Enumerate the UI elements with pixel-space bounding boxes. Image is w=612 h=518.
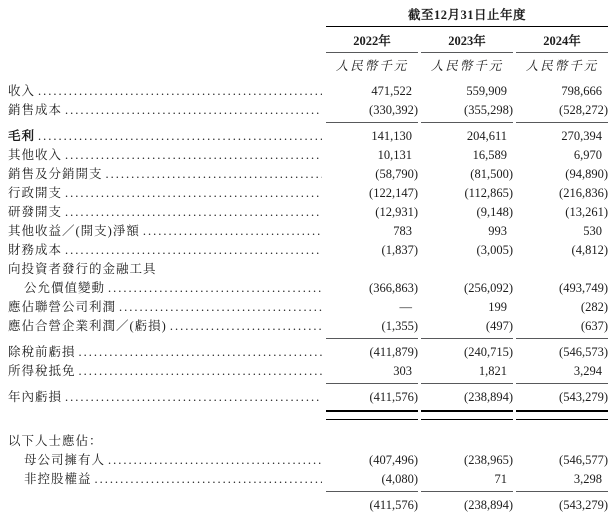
table-row (0, 343, 612, 362)
value: (528,272) (559, 103, 608, 117)
value: (216,836) (559, 186, 608, 200)
unit-label: 人民幣千元 (525, 59, 599, 73)
row-label-cell (8, 184, 323, 203)
value: (411,879) (369, 345, 418, 359)
value: (543,279) (559, 390, 608, 404)
value: (94,890) (565, 167, 608, 181)
row-label-cell (8, 432, 323, 451)
value: 783 (393, 224, 412, 238)
row-label-cell (8, 279, 323, 298)
dot-leader (170, 317, 322, 336)
value: 471,522 (371, 84, 412, 98)
value: (497) (485, 319, 513, 333)
value: (330,392) (369, 103, 418, 117)
dot-leader (143, 222, 322, 241)
value-cell-2023年 (421, 362, 513, 381)
row-label: 其他收益／(開支)淨額 (8, 224, 140, 238)
value-cell-2023年 (421, 343, 513, 362)
value-cell-2024年 (516, 82, 608, 101)
table-row (0, 101, 612, 120)
value: (9,148) (476, 205, 513, 219)
dot-leader (108, 451, 322, 470)
dot-leader (38, 127, 322, 146)
value: 559,909 (466, 84, 507, 98)
table-row (0, 470, 612, 489)
value: (112,865) (464, 186, 513, 200)
value-cell-2022年 (326, 127, 418, 146)
rule-row (0, 120, 612, 127)
row-label: 應佔聯營公司利潤 (8, 300, 117, 314)
value: (240,715) (464, 345, 513, 359)
row-label: 研發開支 (8, 205, 63, 219)
value: (407,496) (369, 453, 418, 467)
row-label-cell (8, 298, 323, 317)
table-row (0, 241, 612, 260)
row-label: 向投資者發行的金融工具 (8, 262, 157, 276)
value: (256,092) (464, 281, 513, 295)
value-cell-2024年 (516, 222, 608, 241)
value-cell-2024年 (516, 317, 608, 336)
column-header-2023: 2023年 (421, 31, 513, 53)
table-row (0, 222, 612, 241)
value-cell-2022年 (326, 343, 418, 362)
value: 199 (488, 300, 507, 314)
dot-leader (79, 362, 322, 381)
value: (58,790) (375, 167, 418, 181)
table-row (0, 184, 612, 203)
unit-label: 人民幣千元 (335, 59, 409, 73)
value-cell-2022年 (326, 241, 418, 260)
value: (238,894) (464, 498, 513, 512)
row-label-cell (8, 222, 323, 241)
table-row (0, 82, 612, 101)
row-label: 毛利 (8, 129, 36, 143)
value-cell-2023年 (421, 241, 513, 260)
value: 270,394 (561, 129, 602, 143)
value: 6,970 (573, 148, 602, 162)
value-cell-2022年 (326, 298, 418, 317)
value: 530 (583, 224, 602, 238)
value-cell-2024年 (516, 101, 608, 120)
value: (1,837) (381, 243, 418, 257)
value-cell-2022年 (326, 222, 418, 241)
table-row (0, 317, 612, 336)
value-cell-2023年 (421, 165, 513, 184)
value: 993 (488, 224, 507, 238)
row-label: 年內虧損 (8, 390, 63, 404)
row-label-cell (8, 101, 323, 120)
value-cell-2023年 (421, 222, 513, 241)
row-label: 以下人士應佔： (8, 434, 103, 448)
value-cell-2023年 (421, 127, 513, 146)
table-year-header-row (0, 31, 612, 53)
value: 3,298 (573, 472, 602, 486)
value: (546,577) (559, 453, 608, 467)
table-body (0, 82, 612, 518)
value: (3,005) (476, 243, 513, 257)
row-label-cell (8, 362, 323, 381)
value: 71 (494, 472, 507, 486)
value: (238,965) (464, 453, 513, 467)
dot-leader (65, 388, 322, 407)
value: 798,666 (561, 84, 602, 98)
row-label-cell (8, 203, 323, 222)
table-row (0, 496, 612, 515)
value-cell-2022年 (326, 279, 418, 298)
value: (282) (580, 300, 608, 314)
value-cell-2022年 (326, 203, 418, 222)
dot-leader (65, 146, 322, 165)
row-label: 所得稅抵免 (8, 364, 76, 378)
row-label-cell (8, 260, 323, 279)
value: 204,611 (466, 129, 507, 143)
row-label-cell (8, 470, 323, 489)
value-cell-2023年 (421, 298, 513, 317)
value-cell-2022年 (326, 101, 418, 120)
value: (493,749) (559, 281, 608, 295)
table-header-title-row (0, 5, 612, 27)
value-cell-2022年 (326, 451, 418, 470)
value: 16,589 (472, 148, 507, 162)
value: (411,576) (369, 498, 418, 512)
value: (4,080) (381, 472, 418, 486)
table-row (0, 146, 612, 165)
value: 1,821 (478, 364, 507, 378)
value: (366,863) (369, 281, 418, 295)
value-cell-2024年 (516, 146, 608, 165)
value: 10,131 (377, 148, 412, 162)
value: (4,812) (571, 243, 608, 257)
value-cell-2022年 (326, 317, 418, 336)
value: — (399, 300, 412, 314)
table-row (0, 432, 612, 451)
double-rule (326, 410, 418, 420)
double-rule (516, 410, 608, 420)
value-cell-2023年 (421, 496, 513, 515)
rule-row (0, 336, 612, 343)
value-cell-2022年 (326, 146, 418, 165)
dot-leader (65, 241, 322, 260)
dot-leader (95, 470, 322, 489)
value-cell-2024年 (516, 127, 608, 146)
value-cell-2024年 (516, 298, 608, 317)
dot-leader (65, 203, 322, 222)
value-cell-2023年 (421, 451, 513, 470)
table-row (0, 260, 612, 279)
column-header-2024: 2024年 (516, 31, 608, 53)
row-label-cell (8, 241, 323, 260)
table-row (0, 388, 612, 407)
value-cell-2023年 (421, 279, 513, 298)
row-label: 公允價值變動 (24, 281, 106, 295)
row-label-cell (8, 343, 323, 362)
table-row (0, 127, 612, 146)
table-row (0, 298, 612, 317)
value-cell-2023年 (421, 317, 513, 336)
value-cell-2024年 (516, 343, 608, 362)
dot-leader (65, 184, 322, 203)
value: (13,261) (565, 205, 608, 219)
row-label-cell (8, 451, 323, 470)
value: 141,130 (371, 129, 412, 143)
row-label-cell (8, 165, 323, 184)
value: (543,279) (559, 498, 608, 512)
dot-leader (79, 343, 322, 362)
dot-leader (119, 298, 322, 317)
value: (81,500) (470, 167, 513, 181)
table-row (0, 203, 612, 222)
value-cell-2023年 (421, 184, 513, 203)
value-cell-2023年 (421, 388, 513, 407)
table-unit-row (0, 56, 612, 74)
value-cell-2024年 (516, 184, 608, 203)
value-cell-2023年 (421, 470, 513, 489)
rule-row (0, 489, 612, 496)
rule-row (0, 407, 612, 420)
dot-leader (38, 82, 322, 101)
value-cell-2024年 (516, 279, 608, 298)
value-cell-2024年 (516, 388, 608, 407)
value-cell-2022年 (326, 184, 418, 203)
value-cell-2023年 (421, 146, 513, 165)
dot-leader (108, 279, 322, 298)
value: (12,931) (375, 205, 418, 219)
value-cell-2024年 (516, 241, 608, 260)
column-header-2022: 2022年 (326, 31, 418, 53)
value: (122,147) (369, 186, 418, 200)
double-rule (421, 410, 513, 420)
row-label-cell (8, 317, 323, 336)
value-cell-2023年 (421, 82, 513, 101)
value-cell-2022年 (326, 496, 418, 515)
table-row (0, 451, 612, 470)
value-cell-2022年 (326, 165, 418, 184)
row-label-cell (8, 146, 323, 165)
value-cell-2024年 (516, 165, 608, 184)
value-cell-2022年 (326, 362, 418, 381)
table-title: 截至12月31日止年度 (326, 5, 608, 27)
row-label-cell (8, 127, 323, 146)
value: (546,573) (559, 345, 608, 359)
row-label: 財務成本 (8, 243, 63, 257)
value-cell-2022年 (326, 470, 418, 489)
value-cell-2024年 (516, 496, 608, 515)
row-label: 非控股權益 (24, 472, 92, 486)
row-label: 除稅前虧損 (8, 345, 76, 359)
value: (1,355) (381, 319, 418, 333)
table-row (0, 362, 612, 381)
row-label: 銷售及分銷開支 (8, 167, 103, 181)
value: (411,576) (369, 390, 418, 404)
value: 303 (393, 364, 412, 378)
dot-leader (106, 165, 322, 184)
value-cell-2024年 (516, 451, 608, 470)
row-label-cell (8, 388, 323, 407)
row-label: 母公司擁有人 (24, 453, 106, 467)
table-row (0, 279, 612, 298)
value-cell-2023年 (421, 101, 513, 120)
table-row (0, 165, 612, 184)
row-label-cell (8, 82, 323, 101)
value: (637) (580, 319, 608, 333)
row-label: 行政開支 (8, 186, 63, 200)
value-cell-2022年 (326, 388, 418, 407)
value: (355,298) (464, 103, 513, 117)
row-label: 銷售成本 (8, 103, 63, 117)
rule-row (0, 381, 612, 388)
value-cell-2022年 (326, 82, 418, 101)
value-cell-2024年 (516, 362, 608, 381)
dot-leader (65, 101, 322, 120)
value-cell-2024年 (516, 470, 608, 489)
row-label: 應佔合營企業利潤／(虧損) (8, 319, 167, 333)
row-label: 其他收入 (8, 148, 63, 162)
value: 3,294 (573, 364, 602, 378)
row-label: 收入 (8, 84, 36, 98)
value-cell-2023年 (421, 203, 513, 222)
value-cell-2024年 (516, 203, 608, 222)
value: (238,894) (464, 390, 513, 404)
unit-label: 人民幣千元 (430, 59, 504, 73)
